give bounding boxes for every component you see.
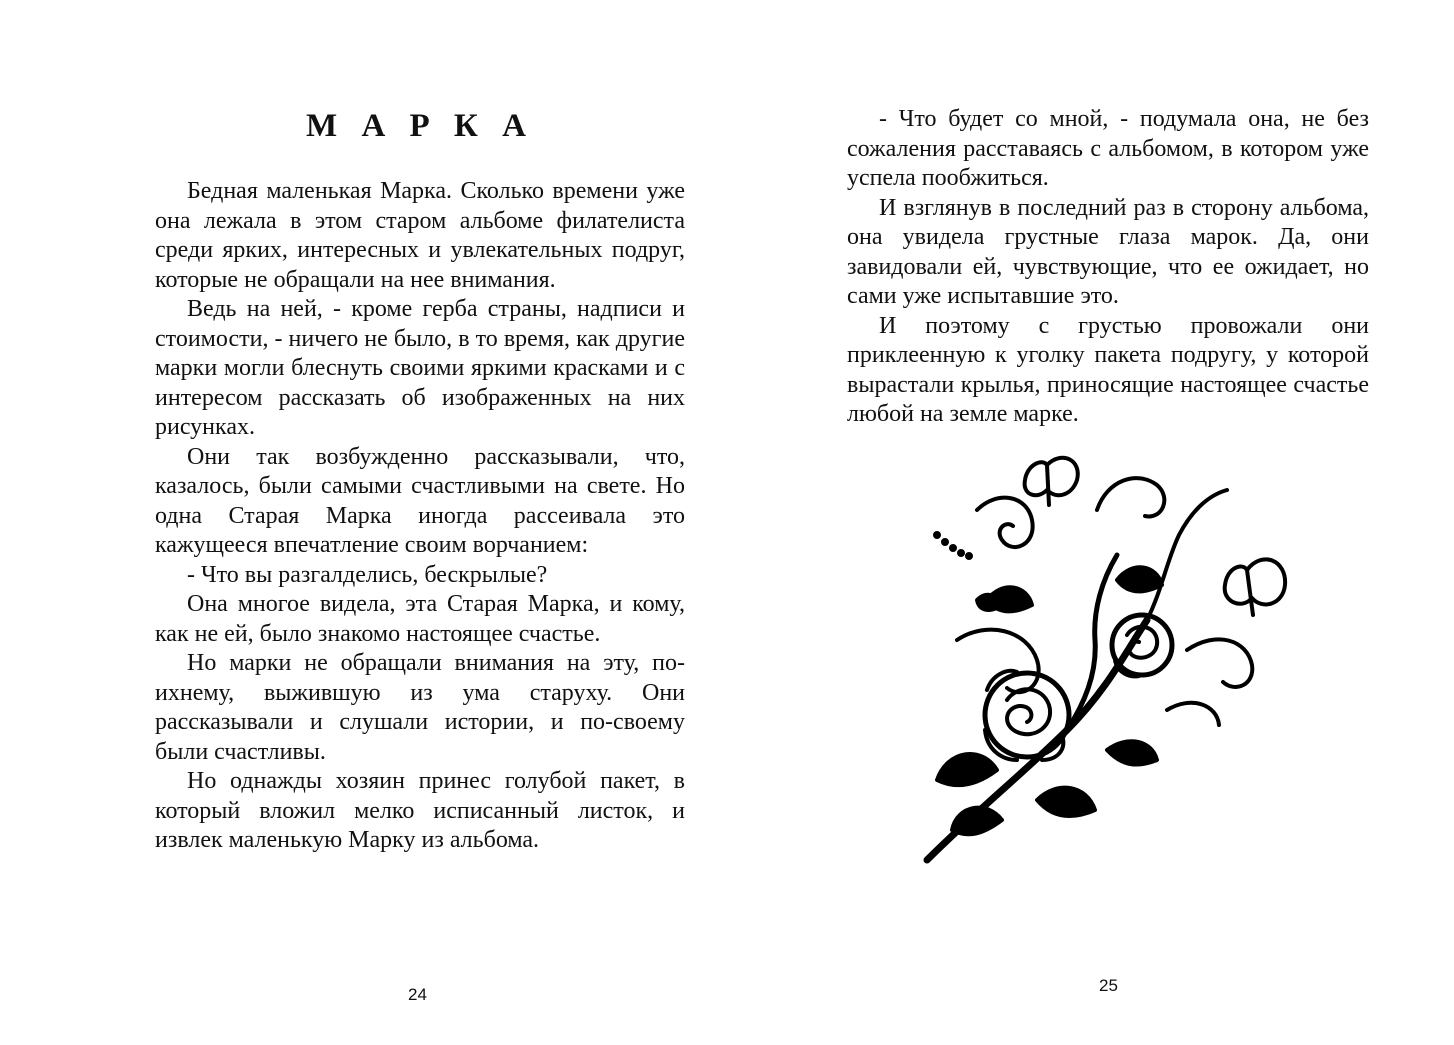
paragraph: Ведь на ней, - кроме герба страны, надписи и стоимости, - ничего не было, в то время, как другие марки могли блеснуть своими яркими красками и с интересом рассказать об изображенных на них рисунках.: [155, 296, 685, 440]
paragraph: Но однажды хозяин принес голубой пакет, в который вложил мелко исписанный листок, и извлек маленькую Марку из альбома.: [155, 768, 685, 853]
paragraph: - Что вы разгалделись, бескрылые?: [187, 561, 548, 588]
roses-illustration: [917, 450, 1307, 870]
chapter-title: М А Р К А: [306, 108, 534, 144]
paragraph: И взглянув в последний раз в сторону альбома, она увидела грустные глаза марок. Да, они завидовали ей, чувствующие, что ее ожидает, но сами уже испытавшие это.: [847, 194, 1369, 309]
paragraph: Но марки не обращали внимания на эту, по-ихнему, выжившую из ума старуху. Они рассказывали и слушали истории, и по-своему были счастливы.: [155, 650, 685, 765]
paragraph: Бедная маленькая Марка. Сколько времени уже она лежала в этом старом альбоме филателиста среди ярких, интересных и увлекательных подруг, которые не обращали на нее внимания.: [155, 178, 685, 293]
left-page-text: [155, 177, 685, 856]
paragraph: Они так возбужденно рассказывали, что, казалось, были самыми счастливыми на свете. Но одна Старая Марка иногда рассеивала это кажущееся впечатление своим ворчанием:: [155, 443, 685, 558]
page-number-right: 25: [1099, 976, 1118, 995]
paragraph: Она многое видела, эта Старая Марка, и кому, как не ей, было знакомо настоящее счастье.: [155, 591, 685, 647]
paragraph: - Что будет со мной, - подумала она, не без сожаления расставаясь с альбомом, в котором уже успела пообжиться.: [847, 106, 1369, 191]
page-number-left: 24: [408, 985, 427, 1004]
paragraph: И поэтому с грустью провожали они приклеенную к уголку пакета подругу, у которой вырастали крылья, приносящие настоящее счастье любой на земле марке.: [847, 312, 1369, 427]
right-page-text: [847, 105, 1369, 430]
right-page: [727, 0, 1454, 1045]
